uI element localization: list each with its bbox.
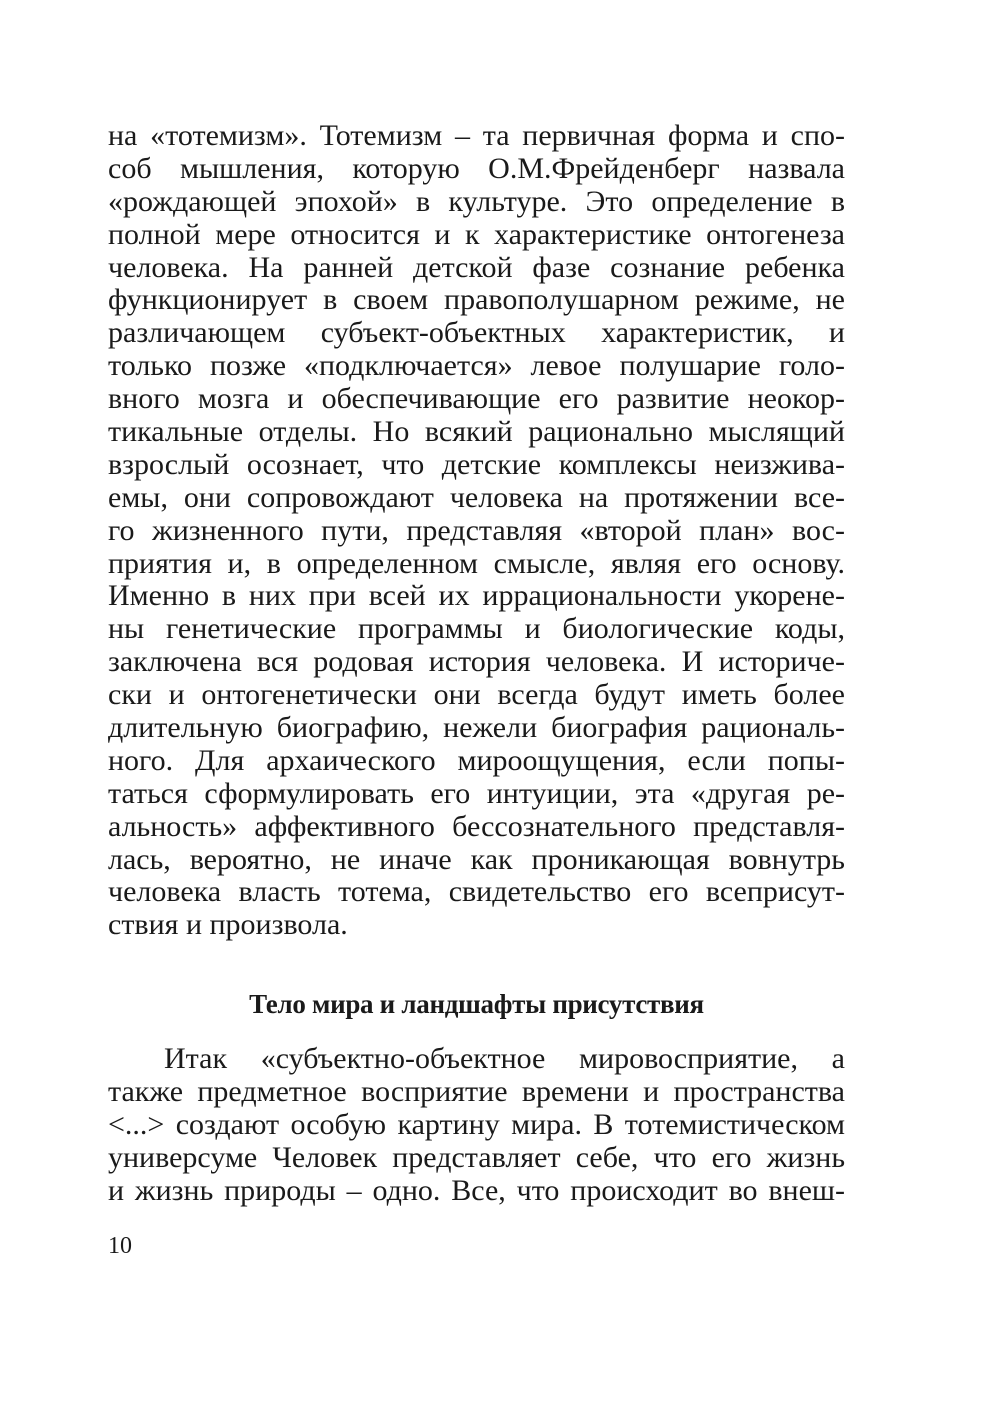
text-line: Именно в них при всей их иррациональности укорене- xyxy=(108,579,845,613)
paragraph-1 xyxy=(108,120,845,942)
text-line: приятия и, в определенном смысле, являя его основу. xyxy=(108,546,845,580)
section-heading: Тело мира и ландшафты присутствия xyxy=(249,989,704,1020)
text-line: таться сформулировать его интуиции, эта «другая ре- xyxy=(108,776,845,810)
paragraph-2 xyxy=(108,1043,845,1207)
text-line: го жизненного пути, представляя «второй план» вос- xyxy=(108,513,845,547)
text-line: на «тотемизм». Тотемизм – та первичная форма и спо- xyxy=(108,119,845,152)
text-line: лась, вероятно, не иначе как проникающая вовнутрь xyxy=(108,842,845,876)
text-line: Итак «субъектно-объектное мировосприятие, а xyxy=(164,1042,845,1076)
page-number: 10 xyxy=(108,1233,132,1259)
text-line: вного мозга и обеспечивающие его развитие неокор- xyxy=(108,382,845,416)
text-line: полной мере относится и к характеристике онтогенеза xyxy=(108,217,845,251)
text-line: ного. Для архаического мироощущения, если попы- xyxy=(108,743,845,777)
text-line: «рождающей эпохой» в культуре. Это определение в xyxy=(108,184,845,218)
text-line: тикальные отделы. Но всякий рационально мыслящий xyxy=(108,415,845,449)
text-line: ствия и произвола. xyxy=(108,908,348,942)
text-line: взрослый осознает, что детские комплексы неизжива- xyxy=(108,447,845,481)
text-line: человека. На ранней детской фазе сознание ребенка xyxy=(108,250,845,284)
text-line: различающем субъект-объектных характеристик, и xyxy=(108,316,845,350)
text-line: соб мышления, которую О.М.Фрейденберг назвала xyxy=(108,151,845,185)
text-line: длительную биографию, нежели биография рациональ- xyxy=(108,711,845,745)
text-line: заключена вся родовая история человека. И историче- xyxy=(108,645,845,679)
text-line: <...> создают особую картину мира. В тотемистическом xyxy=(108,1108,845,1142)
text-line: ны генетические программы и биологические коды, xyxy=(108,612,845,646)
text-line: универсуме Человек представляет себе, что его жизнь xyxy=(108,1140,845,1174)
text-line: только позже «подключается» левое полушарие голо- xyxy=(108,349,845,383)
text-line: также предметное восприятие времени и пространства xyxy=(108,1075,845,1109)
text-line: ски и онтогенетически они всегда будут иметь более xyxy=(108,678,845,712)
text-line: функционирует в своем правополушарном режиме, не xyxy=(108,283,845,317)
text-line: и жизнь природы – одно. Все, что происходит во внеш- xyxy=(108,1173,845,1207)
text-line: альность» аффективного бессознательного представля- xyxy=(108,809,845,843)
text-line: емы, они сопровождают человека на протяжении все- xyxy=(108,480,845,514)
text-line: человека власть тотема, свидетельство его всеприсут- xyxy=(108,875,845,909)
page-body xyxy=(108,120,845,1208)
